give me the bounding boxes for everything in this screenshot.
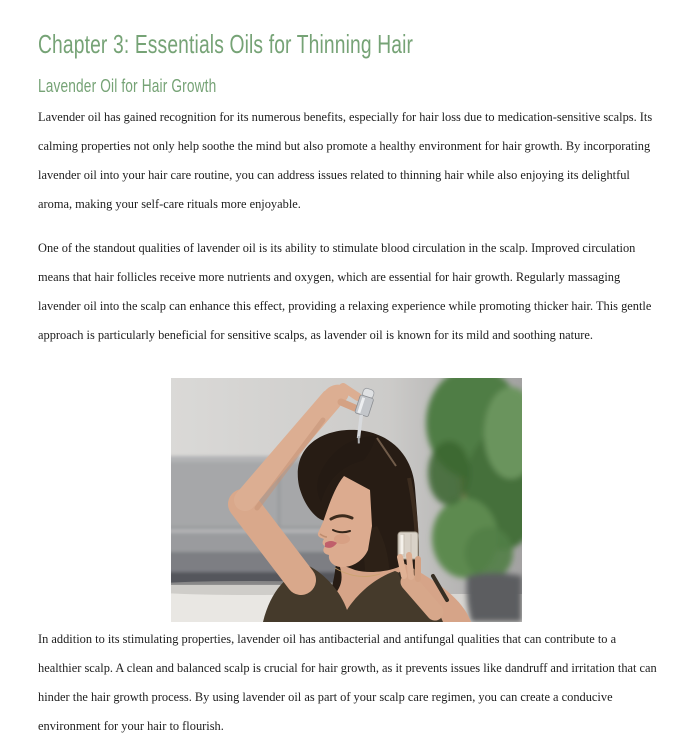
paragraph-circulation: One of the standout qualities of lavender oil is its ability to stimulate blood circulation in the scalp. Improved circulation means that hair follicles receive more nutrients and oxygen, which are essential for hair growth. Regularly massaging lavender oil into the scalp can enhance this effect, providing a relaxing experience while promoting thicker hair. This gentle approach is particularly beneficial for sensitive scalps, as lavender oil is known for its mild and soothing nature. bbox=[38, 241, 652, 342]
section-subheading-text: Lavender Oil for Hair Growth bbox=[38, 75, 217, 96]
photo-illustration bbox=[171, 378, 522, 622]
chapter-heading-text: Chapter 3: Essentials Oils for Thinning Hair bbox=[38, 29, 414, 59]
paragraph-antibacterial: In addition to its stimulating properties, lavender oil has antibacterial and antifungal qualities that can contribute to a healthier scalp. A clean and balanced scalp is crucial for hair growth, as it prevents issues like dandruff and irritation that can hinder the hair growth process. By using lavender oil as part of your scalp care regimen, you can create a conducive environment for your hair to flourish. bbox=[38, 632, 657, 733]
inline-photo-oil-application bbox=[171, 378, 522, 622]
section-subheading bbox=[38, 75, 279, 97]
paragraph-benefits: Lavender oil has gained recognition for its numerous benefits, especially for hair loss due to medication-sensitive scalps. Its calming properties not only help soothe the mind but also promote a healthy environment for hair growth. By incorporating lavender oil into your hair care routine, you can address issues related to thinning hair while also enjoying its delightful aroma, making your self-care rituals more enjoyable. bbox=[38, 110, 653, 211]
chapter-heading bbox=[38, 30, 545, 58]
